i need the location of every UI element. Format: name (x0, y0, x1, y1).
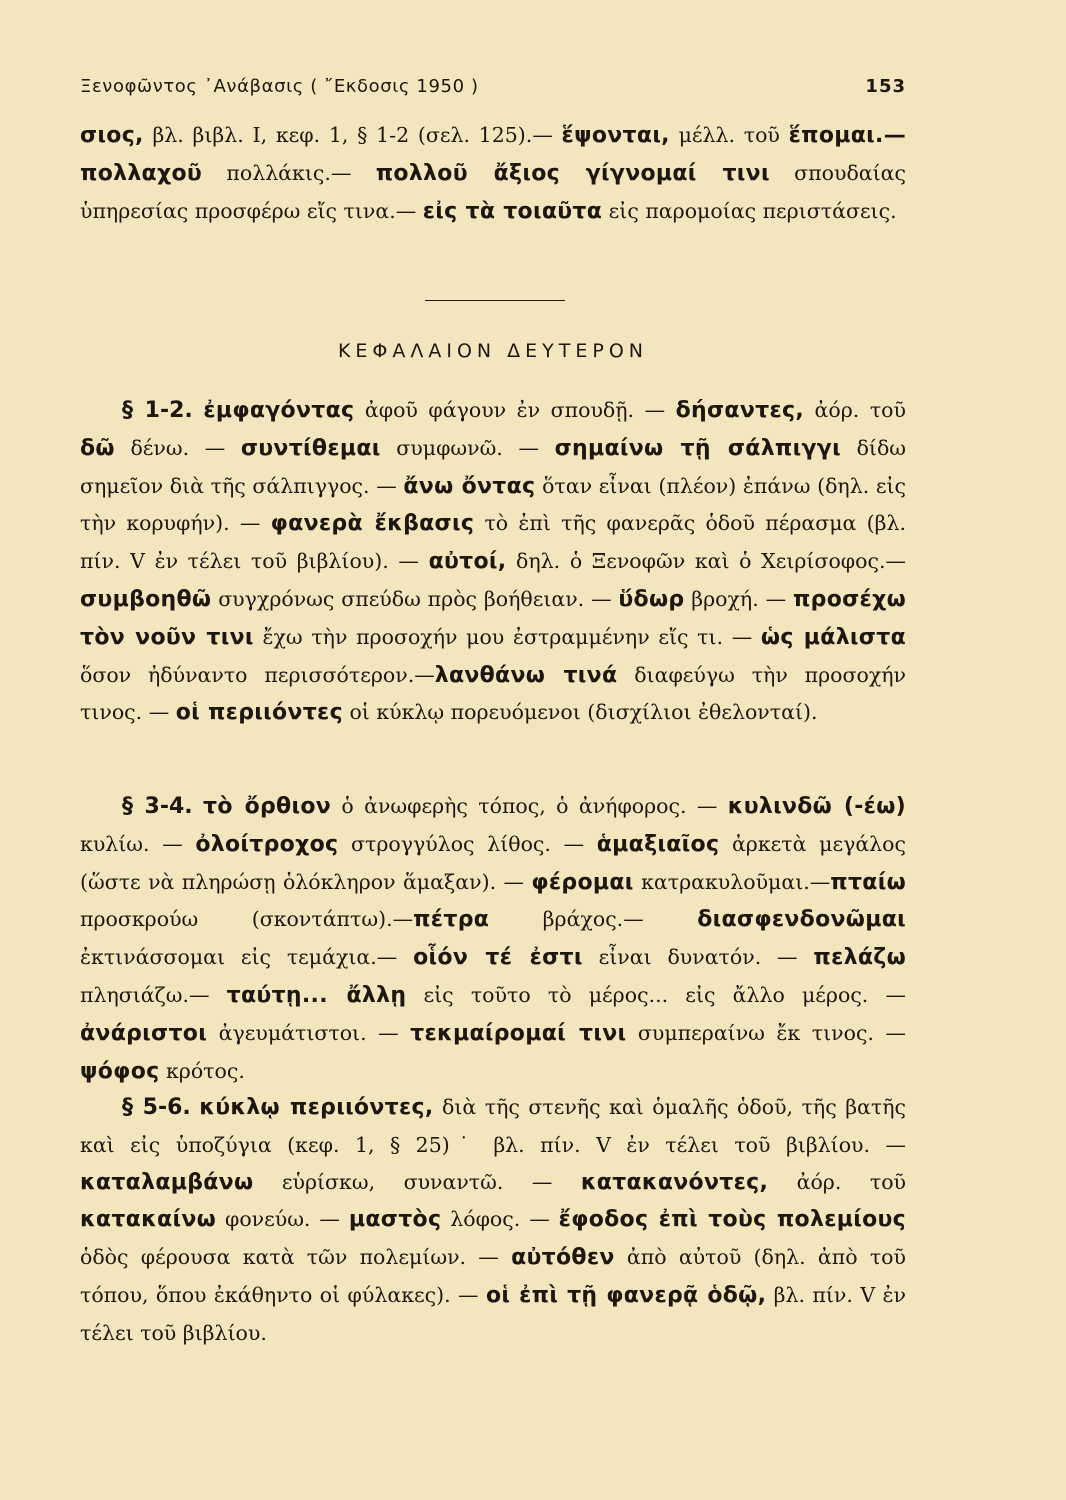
gloss: βλ. πίν. V ἐν τέλει τοῦ βιβλίου. (80, 1282, 907, 1345)
term: ὕδωρ (618, 586, 685, 612)
term: πολλοῦ ἄξιος γίγνομαί τινι (375, 160, 770, 186)
term: ἕπομαι.— πολλαχοῦ (80, 123, 907, 186)
term: οἱ περιιόντες (175, 700, 343, 726)
term: εἰς τὰ τοιαῦτα (422, 198, 603, 224)
gloss: διαφεύγω τὴν προσοχήν τινος. — (80, 662, 906, 725)
term: καταλαμβάνω (80, 1169, 254, 1195)
term: φέρομαι (531, 869, 634, 895)
gloss: βράχος.— (489, 907, 698, 932)
gloss: συμφωνῶ. — (380, 435, 555, 460)
term: ἔφοδος ἐπὶ τοὺς πολεμίους (558, 1207, 907, 1233)
section-1-2 (80, 392, 906, 732)
term: κύκλῳ περιιόντες, (199, 1095, 434, 1120)
section-5-6 (80, 1089, 906, 1352)
gloss: ἀφοῦ φάγουν ἐν σπουδῇ. — (354, 398, 676, 422)
term: συντίθεμαι (240, 435, 381, 461)
term: αὐτόθεν (511, 1245, 615, 1271)
term: πελάζω (813, 945, 906, 971)
term: ἄνω ὄντας (403, 473, 536, 499)
gloss: προσκρούω (σκοντάπτω).— (80, 907, 414, 932)
term: δῶ (80, 435, 115, 461)
gloss: κυλίω. — (80, 831, 196, 856)
gloss: εἰς τοῦτο τὸ μέρος... εἰς ἄλλο μέρος. — (406, 982, 907, 1007)
term: ἐμφαγόντας (203, 398, 355, 423)
term: διασφενδονῶμαι (697, 907, 906, 933)
gloss: ἐκτινάσσομαι εἰς τεμάχια.— (80, 945, 414, 970)
term: μαστὸς (348, 1207, 442, 1233)
gloss: ἀπὸ αὐτοῦ (δηλ. ἀπὸ τοῦ τόπου, ὅπου ἐκάθηντο οἱ φύλακες). — (80, 1245, 906, 1307)
term: κατακαίνω (80, 1207, 217, 1233)
term: κατακανόντες, (580, 1169, 769, 1195)
gloss: ἔχω τὴν προσοχήν μου ἐστραμμένην εἴς τι. — (253, 624, 761, 649)
term: ἁμαξιαῖος (596, 831, 720, 857)
gloss: διὰ τῆς στενῆς καὶ ὁμαλῆς ὁδοῦ, τῆς βατῆς καὶ εἰς ὑποζύγια (κεφ. 1, § 25)˙ βλ. πίν. V ἐν τέλει τοῦ βιβλίου. — (80, 1095, 906, 1157)
gloss: ὅσον ἠδύναντο περισσότερον.— (80, 662, 435, 687)
intro-paragraph (80, 117, 906, 230)
gloss: δηλ. ὁ Ξενοφῶν καὶ ὁ Χειρίσοφος.— (506, 549, 906, 574)
gloss: ἀρκετὰ μεγάλος (ὥστε νὰ πληρώσῃ ὁλόκληρον ἅμαξαν). — (80, 831, 906, 894)
gloss: ὅταν εἶναι (πλέον) ἐπάνω (δηλ. εἰς τὴν κορυφήν). — (80, 473, 907, 536)
gloss: εἶναι δυνατόν. — (582, 945, 814, 970)
gloss: οἱ κύκλῳ πορευόμενοι (δισχίλιοι ἐθελονταί). (342, 700, 818, 725)
term: ὡς μάλιστα (760, 624, 906, 650)
term: οἱ ἐπὶ τῇ φανερᾷ ὁδῷ, (485, 1282, 767, 1308)
section-number: § 1-2. (122, 398, 193, 423)
gloss: δίδω σημεῖον διὰ τῆς σάλπιγγος. — (80, 435, 907, 498)
gloss: κρότος. (159, 1058, 245, 1083)
term: ὀλοίτροχος (195, 831, 339, 857)
gloss: ὁδὸς φέρουσα κατὰ τῶν πολεμίων. — (80, 1245, 512, 1270)
gloss: συμπεραίνω ἔκ τινος. — (626, 1020, 906, 1045)
chapter-heading: ΚΕΦΑΛΑΙΟΝ ΔΕΥΤΕΡΟΝ (337, 340, 649, 362)
gloss: βροχή. — (684, 586, 793, 611)
term: ἀνάριστοι (80, 1020, 208, 1046)
gloss: λόφος. — (441, 1207, 559, 1232)
term: τεκμαίρομαί τινι (410, 1020, 627, 1046)
gloss: πολλάκις.— (202, 160, 376, 185)
gloss: ὁ ἀνωφερὴς τόπος, ὁ ἀνήφορος. — (331, 794, 728, 818)
section-3-4 (80, 788, 906, 1090)
term: σιος, (80, 123, 144, 148)
gloss: κατρακυλοῦμαι.— (633, 869, 831, 894)
section-number: § 3-4. (122, 794, 193, 819)
page-number: 153 (865, 76, 906, 97)
term: ψόφος (80, 1058, 160, 1084)
term: οἷόν τέ ἐστι (413, 945, 583, 971)
term: συμβοηθῶ (80, 586, 212, 612)
gloss: δένω. — (114, 435, 241, 460)
gloss: ἀόρ. τοῦ (804, 398, 906, 422)
running-header (80, 76, 906, 102)
term: πταίω (830, 869, 907, 895)
gloss: μέλλ. τοῦ (669, 123, 789, 147)
term: λανθάνω τινά (434, 662, 618, 688)
section-number: § 5-6. (122, 1095, 191, 1120)
term: αὐτοί, (428, 549, 507, 575)
term: ταύτῃ... ἄλλῃ (226, 982, 407, 1008)
term: δήσαντες, (675, 398, 805, 423)
gloss: στρογγύλος λίθος. — (338, 831, 597, 856)
term: πέτρα (413, 907, 490, 933)
gloss: ἀόρ. τοῦ (768, 1169, 906, 1194)
section-divider (425, 300, 565, 301)
gloss: τὸ ἐπὶ τῆς φανερᾶς ὁδοῦ πέρασμα (βλ. πίν. V ἐν τέλει τοῦ βιβλίου). — (80, 511, 906, 574)
gloss: βλ. βιβλ. Ι, κεφ. 1, § 1-2 (σελ. 125).— (143, 123, 562, 147)
term: κυλινδῶ (-έω) (727, 794, 906, 819)
gloss: ἀγευμάτιστοι. — (207, 1020, 411, 1045)
term: φανερὰ ἔκβασις (270, 511, 475, 537)
running-title: Ξενοφῶντος ᾽Ανάβασις ( ῎Εκδοσις 1950 ) (80, 76, 479, 97)
term: σημαίνω τῇ σάλπιγγι (554, 435, 841, 461)
gloss: εἰς παρομοίας περιστάσεις. (602, 198, 897, 223)
term: τὸ ὄρθιον (203, 794, 332, 819)
gloss: πλησιάζω.— (80, 982, 227, 1007)
term: προσέχω τὸν νοῦν τινι (80, 586, 906, 650)
gloss: συγχρόνως σπεύδω πρὸς βοήθειαν. — (211, 586, 619, 611)
gloss: εὑρίσκω, συναντῶ. — (253, 1169, 581, 1194)
term: ἕψονται, (561, 123, 670, 148)
gloss: φονεύω. — (216, 1207, 349, 1232)
gloss: σπουδαίας ὑπηρεσίας προσφέρω εἴς τινα.— (80, 160, 906, 223)
